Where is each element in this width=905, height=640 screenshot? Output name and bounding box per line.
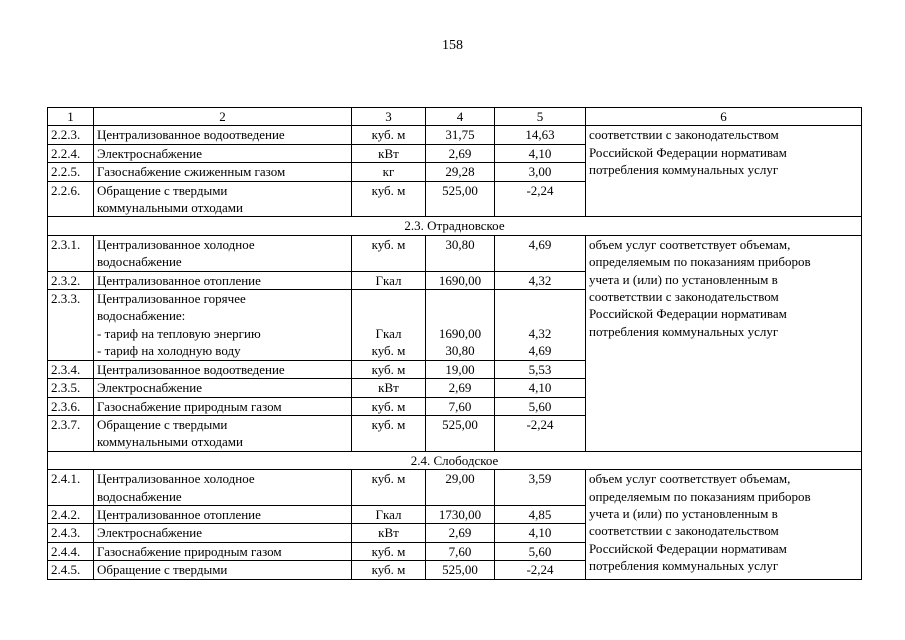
unit-cell: куб. м [352,470,426,506]
service-name: Обращение с твердыми коммунальными отходами [94,415,352,451]
value-cell-5: 4,32 4,69 [495,290,586,361]
service-name: Централизованное водоотведение [94,126,352,144]
service-name: Газоснабжение сжиженным газом [94,163,352,181]
section-title: 2.3. Отрадновское [48,217,862,235]
service-name: Обращение с твердыми коммунальными отходами [94,181,352,217]
unit-cell: кВт [352,144,426,162]
unit-cell: куб. м [352,397,426,415]
table-row [48,235,862,271]
value-cell-4: 29,00 [426,470,495,506]
service-name: Централизованное горячее водоснабжение: - тариф на тепловую энергию - тариф на холодную воду [94,290,352,361]
service-name: Централизованное отопление [94,271,352,289]
value-cell-5: 4,32 [495,271,586,289]
row-number: 2.4.3. [48,524,94,542]
row-number: 2.2.4. [48,144,94,162]
value-cell-5: -2,24 [495,561,586,579]
value-cell-5: 5,53 [495,360,586,378]
value-cell-4: 1730,00 [426,505,495,523]
service-name: Электроснабжение [94,144,352,162]
row-number: 2.3.3. [48,290,94,361]
header-cell: 4 [426,108,495,126]
row-number: 2.3.2. [48,271,94,289]
unit-cell: куб. м [352,415,426,451]
row-number: 2.2.6. [48,181,94,217]
section-title: 2.4. Слободское [48,451,862,469]
table-row [48,470,862,506]
service-name: Централизованное водоотведение [94,360,352,378]
unit-cell: куб. м [352,542,426,560]
unit-cell: куб. м [352,126,426,144]
value-cell-4: 525,00 [426,561,495,579]
header-cell: 2 [94,108,352,126]
row-number: 2.4.2. [48,505,94,523]
unit-cell: куб. м [352,360,426,378]
table-body [48,108,862,580]
value-cell-4: 2,69 [426,144,495,162]
unit-cell: кг [352,163,426,181]
value-cell-5: -2,24 [495,415,586,451]
row-number: 2.3.7. [48,415,94,451]
row-number: 2.3.1. [48,235,94,271]
value-cell-4: 2,69 [426,379,495,397]
unit-cell: кВт [352,379,426,397]
value-cell-4: 7,60 [426,397,495,415]
value-cell-5: 3,59 [495,470,586,506]
row-number: 2.2.3. [48,126,94,144]
service-name: Централизованное отопление [94,505,352,523]
value-cell-4: 525,00 [426,181,495,217]
row-number: 2.2.5. [48,163,94,181]
note-cell: соответствии с законодательством Российской Федерации нормативам потребления коммунальных услуг [586,126,862,217]
service-name: Электроснабжение [94,524,352,542]
row-number: 2.3.5. [48,379,94,397]
service-name: Газоснабжение природным газом [94,542,352,560]
value-cell-5: 4,10 [495,524,586,542]
header-cell: 5 [495,108,586,126]
value-cell-5: 5,60 [495,542,586,560]
value-cell-4: 30,80 [426,235,495,271]
unit-cell: куб. м [352,181,426,217]
row-number: 2.3.4. [48,360,94,378]
section-row [48,217,862,235]
header-cell: 3 [352,108,426,126]
value-cell-4: 31,75 [426,126,495,144]
page-number: 158 [442,38,463,53]
row-number: 2.4.5. [48,561,94,579]
value-cell-5: 4,10 [495,379,586,397]
row-number: 2.3.6. [48,397,94,415]
service-name: Обращение с твердыми [94,561,352,579]
service-name: Централизованное холодное водоснабжение [94,470,352,506]
section-row [48,451,862,469]
value-cell-5: 3,00 [495,163,586,181]
service-name: Электроснабжение [94,379,352,397]
unit-cell: Гкал [352,505,426,523]
value-cell-4: 19,00 [426,360,495,378]
tariff-table [47,107,862,580]
header-row [48,108,862,126]
unit-cell: куб. м [352,235,426,271]
value-cell-5: 4,85 [495,505,586,523]
value-cell-4: 2,69 [426,524,495,542]
row-number: 2.4.4. [48,542,94,560]
table-row [48,126,862,144]
unit-cell: кВт [352,524,426,542]
value-cell-5: -2,24 [495,181,586,217]
service-name: Газоснабжение природным газом [94,397,352,415]
value-cell-5: 14,63 [495,126,586,144]
value-cell-4: 7,60 [426,542,495,560]
unit-cell: Гкал куб. м [352,290,426,361]
header-cell: 6 [586,108,862,126]
service-name: Централизованное холодное водоснабжение [94,235,352,271]
row-number: 2.4.1. [48,470,94,506]
header-cell: 1 [48,108,94,126]
value-cell-4: 525,00 [426,415,495,451]
value-cell-4: 1690,00 [426,271,495,289]
value-cell-4: 1690,00 30,80 [426,290,495,361]
unit-cell: куб. м [352,561,426,579]
note-cell: объем услуг соответствует объемам, определяемым по показаниям приборов учета и (или) по установленным в соответствии с законодательством Российской Федерации нормативам потребления коммунальных услуг [586,470,862,579]
note-cell: объем услуг соответствует объемам, определяемым по показаниям приборов учета и (или) по установленным в соответствии с законодательством Российской Федерации нормативам потребления коммунальных услуг [586,235,862,451]
value-cell-5: 4,69 [495,235,586,271]
value-cell-5: 5,60 [495,397,586,415]
unit-cell: Гкал [352,271,426,289]
value-cell-5: 4,10 [495,144,586,162]
value-cell-4: 29,28 [426,163,495,181]
